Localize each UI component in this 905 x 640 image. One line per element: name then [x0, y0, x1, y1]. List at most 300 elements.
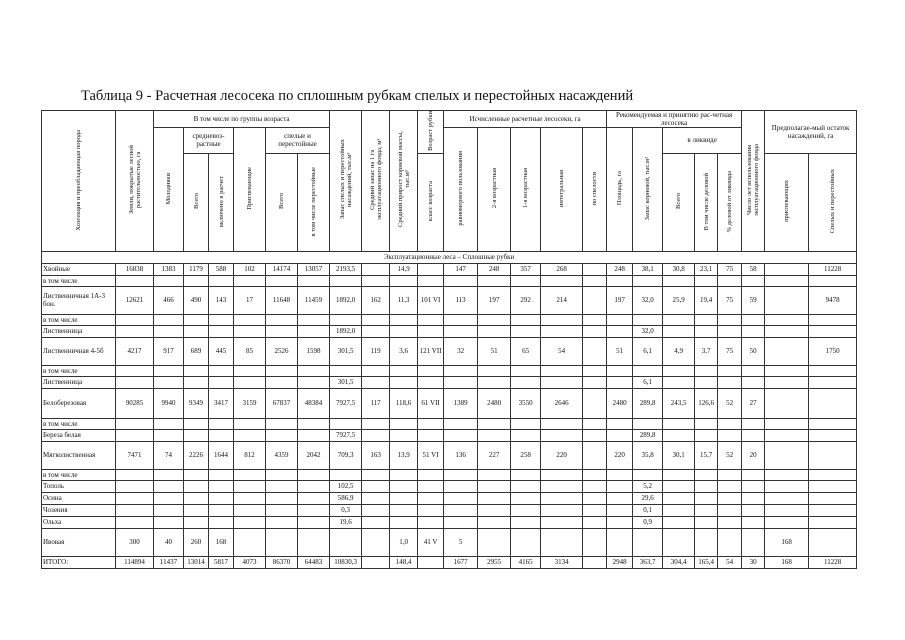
- hdr-age-class: класс возраста: [418, 153, 444, 251]
- table-cell: 10830,3: [330, 556, 362, 568]
- table-cell: [695, 325, 718, 337]
- table-cell: [607, 376, 633, 388]
- table-cell: [390, 480, 418, 492]
- table-cell: [362, 418, 390, 429]
- hdr-uniform: равномерного пользования: [444, 128, 478, 252]
- table-cell: 197: [607, 286, 633, 314]
- hdr-middle: средневоз-растные: [184, 128, 234, 154]
- table-cell: 3134: [541, 556, 583, 568]
- table-cell: [209, 275, 234, 286]
- table-cell: 220: [607, 441, 633, 469]
- table-cell: [390, 376, 418, 388]
- table-cell: [633, 365, 663, 376]
- table-cell: [116, 516, 154, 528]
- hdr-avg-growth: Средний прирост корневой массы, тыс.м³: [390, 111, 418, 252]
- table-row: [42, 376, 857, 388]
- table-cell: [298, 325, 330, 337]
- table-cell: 64483: [298, 556, 330, 568]
- table-cell: [184, 418, 209, 429]
- table-cell: [541, 528, 583, 556]
- table-cell: [607, 314, 633, 325]
- table-cell: [718, 469, 742, 480]
- table-cell: 74: [154, 441, 184, 469]
- table-cell: 3,7: [695, 337, 718, 365]
- table-cell: [154, 429, 184, 441]
- table-cell: [511, 504, 541, 516]
- table-cell: [633, 314, 663, 325]
- table-cell: [184, 469, 209, 480]
- table-cell: [541, 516, 583, 528]
- table-cell: [809, 441, 857, 469]
- table-cell: [444, 492, 478, 504]
- table-cell: [234, 528, 266, 556]
- hdr-remain-pre: приспевающих: [765, 153, 809, 251]
- table-cell: [234, 516, 266, 528]
- table-cell: 197: [478, 286, 511, 314]
- table-cell: 86370: [266, 556, 298, 568]
- table-cell: [234, 314, 266, 325]
- table-cell: [765, 365, 809, 376]
- table-cell: [184, 504, 209, 516]
- table-cell: 168: [765, 556, 809, 568]
- table-cell: [266, 365, 298, 376]
- table-cell: [234, 365, 266, 376]
- table-cell: [418, 480, 444, 492]
- subheader-row: [42, 365, 857, 376]
- table-cell: [418, 263, 444, 275]
- table-cell: [444, 314, 478, 325]
- table-cell: [390, 325, 418, 337]
- table-cell: 588: [209, 263, 234, 275]
- table-cell: 51 VI: [418, 441, 444, 469]
- table-cell: 13014: [184, 556, 209, 568]
- table-cell: 5817: [209, 556, 234, 568]
- table-cell: [390, 275, 418, 286]
- table-cell: 301,5: [330, 337, 362, 365]
- table-cell: 15,7: [695, 441, 718, 469]
- table-cell: [511, 275, 541, 286]
- table-cell: [511, 314, 541, 325]
- table-cell: [511, 365, 541, 376]
- table-cell: [695, 376, 718, 388]
- table-cell: [607, 469, 633, 480]
- table-cell: [209, 492, 234, 504]
- hdr-young: Молодняки: [154, 128, 184, 252]
- table-cell: 220: [541, 441, 583, 469]
- hdr-liquid-pct: % деловой от ликвида: [718, 153, 742, 251]
- table-cell: 102,5: [330, 480, 362, 492]
- table-cell: [663, 516, 695, 528]
- table-cell: 9478: [809, 286, 857, 314]
- hdr-root-stock: Запас корневой, тыс.м³: [633, 128, 663, 252]
- table-cell: [266, 429, 298, 441]
- table-cell: [583, 441, 607, 469]
- table-cell: 214: [541, 286, 583, 314]
- table-cell: 32,0: [633, 325, 663, 337]
- table-cell: 114894: [116, 556, 154, 568]
- table-cell: [390, 365, 418, 376]
- table-cell: 709,3: [330, 441, 362, 469]
- table-cell: 1677: [444, 556, 478, 568]
- table-cell: [184, 325, 209, 337]
- table-cell: [765, 441, 809, 469]
- table-cell: [298, 516, 330, 528]
- table-cell: 2193,5: [330, 263, 362, 275]
- table-cell: [154, 376, 184, 388]
- table-cell: 5,2: [633, 480, 663, 492]
- table-cell: [362, 504, 390, 516]
- table-cell: 101 VI: [418, 286, 444, 314]
- table-cell: [583, 388, 607, 418]
- hdr-cut-age: Возраст рубки: [418, 111, 444, 154]
- table-cell: 2948: [607, 556, 633, 568]
- table-cell: [418, 275, 444, 286]
- table-cell: [184, 516, 209, 528]
- table-cell: [742, 504, 765, 516]
- table-cell: 304,4: [663, 556, 695, 568]
- table-cell: [607, 275, 633, 286]
- table-cell: 1892,0: [330, 286, 362, 314]
- table-cell: 258: [511, 441, 541, 469]
- table-row: [42, 337, 857, 365]
- table-row: [42, 286, 857, 314]
- hdr-maturity: по спелости: [583, 128, 607, 252]
- table-cell: 2526: [266, 337, 298, 365]
- table-cell: [809, 504, 857, 516]
- table-cell: [116, 418, 154, 429]
- table-cell: [809, 388, 857, 418]
- table-cell: [418, 504, 444, 516]
- table-cell: [718, 314, 742, 325]
- table-cell: 51: [478, 337, 511, 365]
- table-cell: 1389: [444, 388, 478, 418]
- table-cell: 1598: [298, 337, 330, 365]
- table-cell: [583, 365, 607, 376]
- table-cell: 466: [154, 286, 184, 314]
- hdr-land: Земли, покрытые лесной растительностью, га: [116, 111, 154, 252]
- table-cell: [390, 492, 418, 504]
- table-cell: 30,8: [663, 263, 695, 275]
- table-cell: 148,4: [390, 556, 418, 568]
- table-cell: [583, 516, 607, 528]
- table-cell: [809, 480, 857, 492]
- table-cell: [663, 376, 695, 388]
- table-cell: [362, 275, 390, 286]
- table-cell: [418, 516, 444, 528]
- table-cell: [695, 492, 718, 504]
- table-cell: [541, 469, 583, 480]
- table-cell: [298, 480, 330, 492]
- table-cell: 32,0: [633, 286, 663, 314]
- table-cell: 35,8: [633, 441, 663, 469]
- table-cell: 4359: [266, 441, 298, 469]
- row-label: в том числе: [42, 418, 116, 429]
- table-cell: [298, 418, 330, 429]
- table-cell: [583, 492, 607, 504]
- table-cell: 7927,5: [330, 388, 362, 418]
- table-cell: [742, 365, 765, 376]
- table-row: [42, 441, 857, 469]
- table-cell: [663, 365, 695, 376]
- table-cell: [541, 418, 583, 429]
- table-cell: [583, 337, 607, 365]
- table-cell: [765, 480, 809, 492]
- table-cell: [298, 504, 330, 516]
- row-label: Береза белая: [42, 429, 116, 441]
- table-cell: [718, 480, 742, 492]
- table-cell: 289,8: [633, 429, 663, 441]
- table-cell: [511, 480, 541, 492]
- table-cell: 14,9: [390, 263, 418, 275]
- table-cell: 25,9: [663, 286, 695, 314]
- hdr-stock: Запас спелых и перестойных насаждений, тыс.м³: [330, 111, 362, 252]
- table-cell: 4073: [234, 556, 266, 568]
- table-cell: 2955: [478, 556, 511, 568]
- table-cell: 300: [116, 528, 154, 556]
- table-cell: [418, 556, 444, 568]
- table-cell: [234, 480, 266, 492]
- table-cell: [511, 492, 541, 504]
- table-cell: 9940: [154, 388, 184, 418]
- table-cell: 6,1: [633, 376, 663, 388]
- table-cell: [663, 325, 695, 337]
- table-cell: 248: [478, 263, 511, 275]
- table-cell: [583, 286, 607, 314]
- table-cell: [478, 376, 511, 388]
- table-cell: [298, 469, 330, 480]
- table-cell: [209, 376, 234, 388]
- table-cell: [154, 480, 184, 492]
- table-cell: [607, 418, 633, 429]
- hdr-avg-stock: Средний запас на 1 га эксплуатационного фонда, м³: [362, 111, 390, 252]
- table-cell: [633, 418, 663, 429]
- table-cell: [663, 429, 695, 441]
- table-cell: [444, 516, 478, 528]
- table-cell: [541, 365, 583, 376]
- table-cell: [116, 504, 154, 516]
- table-cell: 65: [511, 337, 541, 365]
- table-cell: [718, 365, 742, 376]
- row-label: Лиственница: [42, 376, 116, 388]
- table-cell: 14174: [266, 263, 298, 275]
- table-cell: [718, 418, 742, 429]
- table-cell: 13,9: [390, 441, 418, 469]
- table-cell: [390, 469, 418, 480]
- row-label: Лиственница: [42, 325, 116, 337]
- table-cell: [511, 516, 541, 528]
- table-cell: [718, 429, 742, 441]
- table-cell: [444, 504, 478, 516]
- hdr-remain-ripe: Спелых и перестойных: [809, 153, 857, 251]
- table-cell: [209, 325, 234, 337]
- table-cell: [298, 365, 330, 376]
- table-cell: 917: [154, 337, 184, 365]
- table-cell: [663, 418, 695, 429]
- row-label: Хвойные: [42, 263, 116, 275]
- table-row: [42, 516, 857, 528]
- table-cell: [418, 325, 444, 337]
- table-cell: [765, 275, 809, 286]
- table-cell: [541, 325, 583, 337]
- table-cell: [718, 325, 742, 337]
- table-cell: 168: [209, 528, 234, 556]
- table-cell: [154, 325, 184, 337]
- table-cell: 16838: [116, 263, 154, 275]
- table-cell: [695, 275, 718, 286]
- table-cell: [765, 418, 809, 429]
- table-cell: [583, 429, 607, 441]
- row-label: в том числе: [42, 275, 116, 286]
- subheader-row: [42, 275, 857, 286]
- table-cell: [695, 314, 718, 325]
- table-cell: [541, 314, 583, 325]
- table-cell: 7471: [116, 441, 154, 469]
- table-cell: [541, 429, 583, 441]
- hdr-remain: Предполагае-мый остаток насаждений, га: [765, 111, 857, 154]
- table-cell: [116, 429, 154, 441]
- table-cell: [478, 365, 511, 376]
- table-row: [42, 388, 857, 418]
- row-label: ИТОГО:: [42, 556, 116, 568]
- table-cell: [583, 556, 607, 568]
- table-cell: [809, 325, 857, 337]
- table-cell: [444, 275, 478, 286]
- table-cell: 118,6: [390, 388, 418, 418]
- table-cell: [209, 504, 234, 516]
- table-cell: [209, 516, 234, 528]
- table-cell: [209, 314, 234, 325]
- table-cell: [742, 314, 765, 325]
- table-cell: 248: [607, 263, 633, 275]
- table-cell: 162: [362, 286, 390, 314]
- table-cell: [266, 314, 298, 325]
- table-cell: 1892,0: [330, 325, 362, 337]
- row-label: в том числе: [42, 365, 116, 376]
- table-cell: [444, 429, 478, 441]
- table-cell: [695, 516, 718, 528]
- table-cell: [418, 429, 444, 441]
- table-cell: [154, 469, 184, 480]
- table-cell: [809, 469, 857, 480]
- table-cell: [116, 314, 154, 325]
- table-cell: 85: [234, 337, 266, 365]
- table-cell: [298, 275, 330, 286]
- table-cell: [541, 275, 583, 286]
- table-cell: [809, 365, 857, 376]
- table-cell: [583, 325, 607, 337]
- table-cell: [266, 504, 298, 516]
- table-cell: [444, 325, 478, 337]
- table-cell: [809, 429, 857, 441]
- table-row: [42, 480, 857, 492]
- table-cell: 11459: [298, 286, 330, 314]
- table-cell: [695, 504, 718, 516]
- hdr-age2: 2-я возрастная: [478, 128, 511, 252]
- table-cell: 143: [209, 286, 234, 314]
- table-cell: [418, 469, 444, 480]
- table-cell: [266, 492, 298, 504]
- table-cell: [298, 314, 330, 325]
- table-cell: [742, 325, 765, 337]
- table-cell: [765, 492, 809, 504]
- table-cell: [154, 418, 184, 429]
- table-cell: [607, 504, 633, 516]
- table-cell: 48384: [298, 388, 330, 418]
- hdr-age-groups: В том числе по группы возраста: [154, 111, 330, 128]
- table-cell: [478, 516, 511, 528]
- hdr-integral: интегральная: [541, 128, 583, 252]
- table-cell: [209, 429, 234, 441]
- table-cell: [718, 376, 742, 388]
- table-cell: [444, 469, 478, 480]
- table-cell: 126,6: [695, 388, 718, 418]
- table-cell: 17: [234, 286, 266, 314]
- table-cell: 121 VII: [418, 337, 444, 365]
- table-title: Таблица 9 - Расчетная лесосека по сплошным рубкам спелых и перестойных насаждений: [81, 88, 634, 104]
- table-cell: 1,0: [390, 528, 418, 556]
- table-cell: 2480: [478, 388, 511, 418]
- table-cell: [184, 365, 209, 376]
- row-label: Чозения: [42, 504, 116, 516]
- table-cell: 11228: [809, 263, 857, 275]
- table-cell: [765, 388, 809, 418]
- table-cell: [511, 528, 541, 556]
- table-cell: 168: [765, 528, 809, 556]
- table-cell: [444, 365, 478, 376]
- table-cell: [583, 263, 607, 275]
- table-cell: [266, 480, 298, 492]
- table-cell: 1179: [184, 263, 209, 275]
- table-cell: [765, 337, 809, 365]
- table-cell: [633, 275, 663, 286]
- table-cell: [362, 314, 390, 325]
- cutting-table: [41, 110, 857, 569]
- table-cell: [809, 418, 857, 429]
- hdr-ripe: спелые и перестойные: [266, 128, 330, 154]
- table-cell: [718, 492, 742, 504]
- hdr-recommended: Рекомендуемая и принятию рас-четная лесосека: [607, 111, 742, 128]
- table-cell: 19,4: [695, 286, 718, 314]
- table-cell: [765, 263, 809, 275]
- table-cell: [184, 492, 209, 504]
- table-cell: 11,3: [390, 286, 418, 314]
- table-cell: [362, 492, 390, 504]
- table-cell: 0,9: [633, 516, 663, 528]
- table-cell: 268: [541, 263, 583, 275]
- hdr-ripe-all: Всего: [266, 153, 298, 251]
- table-cell: 490: [184, 286, 209, 314]
- table-cell: [266, 516, 298, 528]
- table-cell: [362, 556, 390, 568]
- table-cell: [478, 480, 511, 492]
- hdr-prespelye: Приспевающие: [234, 128, 266, 252]
- table-cell: 75: [718, 337, 742, 365]
- table-cell: [478, 492, 511, 504]
- table-cell: [418, 418, 444, 429]
- table-cell: 119: [362, 337, 390, 365]
- table-cell: [116, 365, 154, 376]
- table-cell: [234, 376, 266, 388]
- table-cell: 357: [511, 263, 541, 275]
- table-cell: [765, 504, 809, 516]
- table-cell: [511, 418, 541, 429]
- table-cell: 102: [234, 263, 266, 275]
- table-cell: [184, 429, 209, 441]
- table-cell: 54: [718, 556, 742, 568]
- table-cell: 0,3: [330, 504, 362, 516]
- table-cell: [742, 516, 765, 528]
- row-label: Тополь: [42, 480, 116, 492]
